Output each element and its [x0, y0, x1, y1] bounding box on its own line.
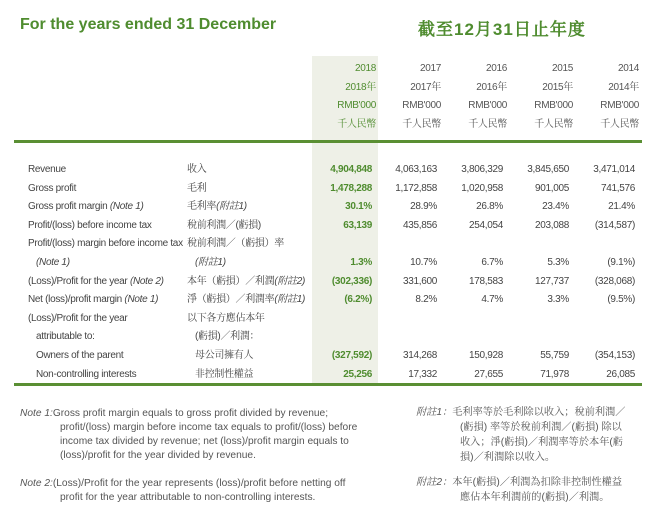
cell-2014: 741,576	[600, 182, 635, 194]
row-label-zh: 淨（虧損）／利潤率(附註1)	[187, 294, 306, 306]
header-rule	[14, 140, 642, 143]
table-row	[0, 217, 662, 236]
column-header-2014	[573, 60, 639, 135]
cell-2015: 3.3%	[547, 294, 569, 306]
table-row	[0, 310, 662, 329]
row-label-en: Owners of the parent	[36, 349, 124, 361]
column-year: 2014	[617, 63, 639, 74]
table-row	[0, 161, 662, 180]
row-label-en: Net (loss)/profit margin (Note 1)	[28, 294, 159, 306]
row-label-en: Revenue	[28, 164, 66, 175]
cell-2014: 21.4%	[608, 201, 635, 213]
table-row	[0, 180, 662, 199]
cell-2016: 26.8%	[476, 201, 503, 213]
cell-2017: 314,268	[402, 349, 437, 361]
cell-2017: 28.9%	[410, 201, 437, 213]
row-label-en: Non-controlling interests	[36, 368, 137, 380]
column-year: 2017	[419, 63, 441, 74]
cell-2016: 178,583	[468, 275, 503, 287]
cell-2016: 1,020,958	[461, 182, 503, 194]
table-row	[0, 198, 662, 217]
row-label-zh: 毛利	[187, 182, 207, 194]
cell-2015: 3,845,650	[527, 164, 569, 175]
column-header-2015	[507, 60, 573, 135]
cell-2015: 55,759	[540, 349, 569, 361]
cell-2016: 3,806,329	[461, 164, 503, 175]
cell-2018: (302,336)	[331, 275, 372, 287]
column-year-zh: 2016年	[476, 81, 507, 93]
column-unit-zh: 千人民幣	[402, 119, 441, 131]
column-unit-zh: 千人民幣	[337, 119, 376, 131]
row-label-zh: 非控制性權益	[195, 368, 254, 380]
cell-2015: 203,088	[534, 219, 569, 231]
table-row	[0, 235, 662, 254]
row-label-en: Profit/(loss) margin before income tax	[28, 238, 183, 250]
column-header-2018	[310, 60, 376, 135]
note-2-chinese: 附註2：本年(虧損)／利潤為扣除非控制性權益 應佔本年利潤前的(虧損)／利潤。	[416, 477, 623, 503]
row-label-en: attributable to:	[36, 331, 95, 343]
cell-2014: (9.5%)	[607, 294, 635, 306]
cell-2014: (9.1%)	[607, 256, 635, 268]
column-unit: RMB'000	[468, 100, 507, 112]
table-row	[0, 366, 662, 385]
cell-2018: (6.2%)	[344, 294, 372, 306]
column-year: 2018	[354, 63, 376, 74]
column-unit: RMB'000	[534, 100, 573, 112]
table-row	[0, 328, 662, 347]
table-bottom-rule	[14, 383, 642, 386]
cell-2017: 1,172,858	[395, 182, 437, 194]
row-label-zh: 稅前利潤／（虧損）率	[187, 238, 284, 250]
cell-2015: 71,978	[540, 368, 569, 380]
cell-2014: (328,068)	[594, 275, 635, 287]
table-row	[0, 347, 662, 366]
cell-2015: 901,005	[534, 182, 569, 194]
column-year-zh: 2018年	[345, 81, 376, 93]
cell-2018: 25,256	[343, 368, 372, 380]
title-english: For the years ended 31 December	[20, 16, 277, 33]
cell-2018: (327,592)	[331, 349, 372, 361]
row-label-en: Gross profit	[28, 182, 77, 194]
cell-2018: 63,139	[343, 219, 372, 231]
row-label-en: (Loss)/Profit for the year	[28, 312, 128, 324]
cell-2016: 6.7%	[481, 256, 503, 268]
table-row	[0, 291, 662, 310]
column-unit-zh: 千人民幣	[468, 119, 507, 131]
row-label-zh: 本年（虧損）／利潤(附註2)	[187, 275, 306, 287]
table-row	[0, 254, 662, 273]
cell-2016: 27,655	[474, 368, 503, 380]
column-unit: RMB'000	[402, 100, 441, 112]
cell-2018: 1.3%	[350, 256, 372, 268]
cell-2018: 1,478,288	[330, 182, 372, 194]
cell-2017: 8.2%	[415, 294, 437, 306]
cell-2017: 331,600	[402, 275, 437, 287]
financial-table	[0, 161, 662, 384]
cell-2015: 127,737	[534, 275, 569, 287]
cell-2016: 254,054	[468, 219, 503, 231]
row-label-zh: (虧損)／利潤：	[195, 331, 260, 343]
cell-2016: 150,928	[468, 349, 503, 361]
row-label-zh: (附註1)	[195, 256, 226, 268]
row-label-en: Gross profit margin (Note 1)	[28, 201, 144, 213]
note-1-label: Note 1:	[20, 408, 53, 419]
column-year-zh: 2015年	[542, 81, 573, 93]
column-year-zh: 2017年	[410, 81, 441, 93]
column-header-2017	[375, 60, 441, 135]
cell-2014: 26,085	[606, 368, 635, 380]
row-label-en: Profit/(loss) before income tax	[28, 219, 152, 231]
column-header-2016	[441, 60, 507, 135]
cell-2014: (314,587)	[594, 219, 635, 231]
column-unit-zh: 千人民幣	[534, 119, 573, 131]
cell-2017: 435,856	[402, 219, 437, 231]
cell-2017: 4,063,163	[395, 164, 437, 175]
column-unit-zh: 千人民幣	[600, 119, 639, 131]
cell-2018: 30.1%	[345, 201, 372, 213]
column-unit: RMB'000	[600, 100, 639, 112]
column-unit: RMB'000	[337, 100, 376, 112]
row-label-zh: 母公司擁有人	[195, 349, 254, 361]
column-year-zh: 2014年	[608, 81, 639, 93]
table-row	[0, 273, 662, 292]
title-chinese: 截至12月31日止年度	[418, 20, 586, 39]
cell-2016: 4.7%	[481, 294, 503, 306]
row-label-zh: 稅前利潤／(虧損)	[187, 219, 261, 231]
cell-2014: 3,471,014	[593, 164, 635, 175]
cell-2015: 23.4%	[542, 201, 569, 213]
note-1: Note 1:Gross profit margin equals to gross profit divided by revenue; profit/(loss) margin before income tax equals to profit/(loss) before income tax divided by revenue; net (loss)/profit margin equals to (loss)/profit for the year divided by revenue.	[20, 408, 358, 461]
cell-2017: 17,332	[408, 368, 437, 380]
column-year: 2016	[485, 63, 507, 74]
column-year: 2015	[551, 63, 573, 74]
note-2: Note 2:(Loss)/Profit for the year represents (loss)/profit before netting off profit for the year attributable to non-controlling interests.	[20, 478, 346, 503]
row-label-zh: 以下各方應佔本年	[187, 312, 265, 324]
cell-2018: 4,904,848	[330, 164, 372, 175]
row-label-zh: 收入	[187, 164, 207, 175]
cell-2017: 10.7%	[410, 256, 437, 268]
note-1-chinese: 附註1：毛利率等於毛利除以收入；稅前利潤／ (虧損) 率等於稅前利潤／(虧損) 除以 收入；淨(虧損)／利潤率等於本年(虧 損)／利潤除以收入。	[416, 407, 626, 463]
cell-2014: (354,153)	[594, 349, 635, 361]
row-label-zh: 毛利率(附註1)	[187, 201, 247, 213]
row-label-en: (Loss)/Profit for the year (Note 2)	[28, 275, 164, 287]
cell-2015: 5.3%	[547, 256, 569, 268]
row-label-en: (Note 1)	[36, 256, 70, 268]
